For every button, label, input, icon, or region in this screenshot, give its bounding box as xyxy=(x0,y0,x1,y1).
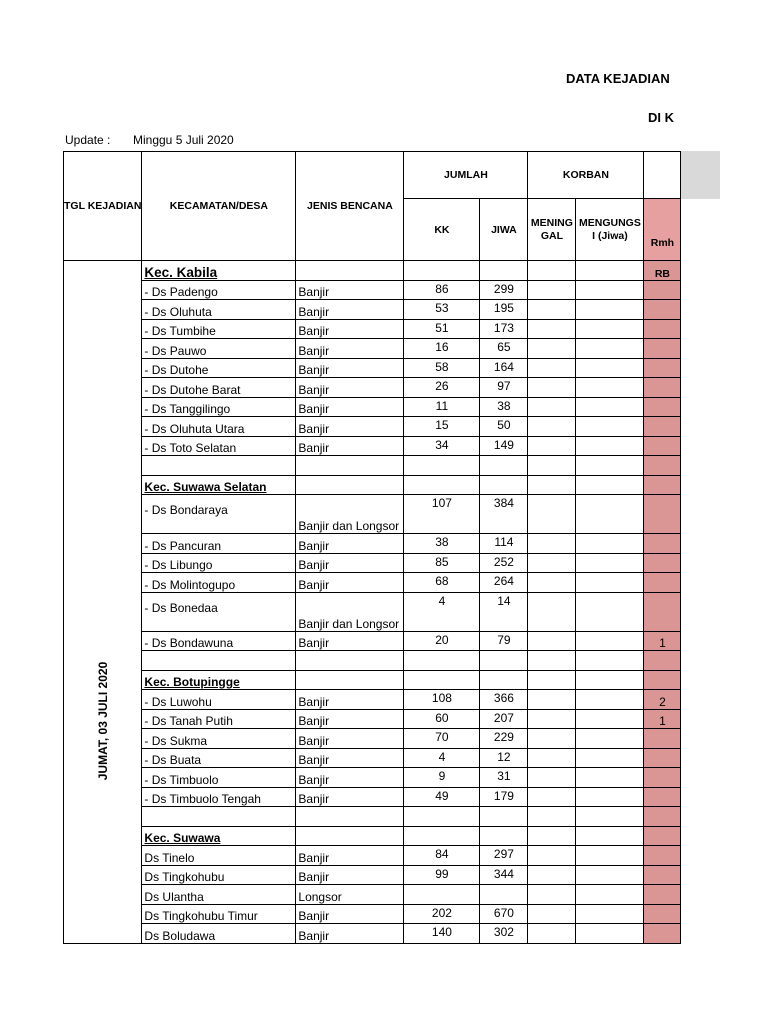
jiwa-value xyxy=(480,885,528,905)
meninggal-value xyxy=(528,729,576,749)
rb-value: 1 xyxy=(644,709,681,729)
kk-value xyxy=(404,670,480,690)
desa-name: - Ds Pauwo xyxy=(142,339,296,359)
mengungsi-value xyxy=(576,358,644,378)
blank-row xyxy=(64,651,720,671)
header-jumlah: JUMLAH xyxy=(404,152,528,199)
jenis-bencana xyxy=(296,261,404,281)
rb-value xyxy=(644,592,681,631)
mengungsi-value xyxy=(576,417,644,437)
mengungsi-value xyxy=(576,826,644,846)
mengungsi-value xyxy=(576,534,644,554)
kk-value: 58 xyxy=(404,358,480,378)
jiwa-value: 97 xyxy=(480,378,528,398)
jiwa-value: 670 xyxy=(480,904,528,924)
meninggal-value xyxy=(528,261,576,281)
meninggal-value xyxy=(528,378,576,398)
rb-value xyxy=(644,787,681,807)
kk-value: 11 xyxy=(404,397,480,417)
header-rb: RB xyxy=(654,267,670,280)
meninggal-value xyxy=(528,787,576,807)
kk-value: 140 xyxy=(404,924,480,944)
jenis-bencana xyxy=(296,456,404,476)
kecamatan-name: Kec. Suwawa Selatan xyxy=(142,475,296,495)
mengungsi-value xyxy=(576,885,644,905)
rb-value xyxy=(644,378,681,398)
mengungsi-value xyxy=(576,436,644,456)
table-row xyxy=(64,339,720,359)
table-row xyxy=(64,904,720,924)
mengungsi-value xyxy=(576,261,644,281)
jiwa-value: 179 xyxy=(480,787,528,807)
meninggal-value xyxy=(528,865,576,885)
desa-name: Ds Tingkohubu xyxy=(142,865,296,885)
table-row xyxy=(64,378,720,398)
jenis-bencana: Banjir xyxy=(296,748,404,768)
jiwa-value: 173 xyxy=(480,319,528,339)
desa-name: - Ds Tanah Putih xyxy=(142,709,296,729)
jenis-bencana: Banjir xyxy=(296,709,404,729)
kk-value: 84 xyxy=(404,846,480,866)
mengungsi-value xyxy=(576,748,644,768)
desa-name: - Ds Toto Selatan xyxy=(142,436,296,456)
meninggal-value xyxy=(528,436,576,456)
desa-name: - Ds Tanggilingo xyxy=(142,397,296,417)
blank-cell xyxy=(142,651,296,671)
blank-cell xyxy=(142,807,296,827)
jiwa-value: 252 xyxy=(480,553,528,573)
kk-value xyxy=(404,651,480,671)
meninggal-value xyxy=(528,397,576,417)
header-korban: KORBAN xyxy=(528,152,644,199)
mengungsi-value xyxy=(576,280,644,300)
kk-value xyxy=(404,475,480,495)
mengungsi-value xyxy=(576,846,644,866)
jenis-bencana xyxy=(296,826,404,846)
rb-value xyxy=(644,456,681,476)
kk-value: 20 xyxy=(404,631,480,651)
jiwa-value: 195 xyxy=(480,300,528,320)
mengungsi-value xyxy=(576,670,644,690)
jiwa-value: 50 xyxy=(480,417,528,437)
jiwa-value: 164 xyxy=(480,358,528,378)
jiwa-value: 65 xyxy=(480,339,528,359)
jiwa-value xyxy=(480,651,528,671)
desa-name: - Ds Padengo xyxy=(142,280,296,300)
meninggal-value xyxy=(528,748,576,768)
header-grey-cell xyxy=(681,152,720,199)
meninggal-value xyxy=(528,495,576,534)
table-row xyxy=(64,319,720,339)
kk-value: 4 xyxy=(404,748,480,768)
meninggal-value xyxy=(528,904,576,924)
header-tgl: TGL KEJADIAN xyxy=(64,152,142,261)
update-label: Update : xyxy=(65,133,111,147)
jiwa-value xyxy=(480,456,528,476)
kk-value: 68 xyxy=(404,573,480,593)
blank-row xyxy=(64,807,720,827)
table-row xyxy=(64,787,720,807)
table-row xyxy=(64,553,720,573)
kk-value: 34 xyxy=(404,436,480,456)
jenis-bencana xyxy=(296,807,404,827)
table-row xyxy=(64,846,720,866)
mengungsi-value xyxy=(576,573,644,593)
header-rmh-rb xyxy=(644,199,681,280)
jenis-bencana: Longsor xyxy=(296,885,404,905)
table-row xyxy=(64,592,720,631)
jenis-bencana xyxy=(296,670,404,690)
header-blank xyxy=(644,152,681,199)
jiwa-value xyxy=(480,261,528,281)
kk-value: 38 xyxy=(404,534,480,554)
jiwa-value: 229 xyxy=(480,729,528,749)
rb-value xyxy=(644,495,681,534)
kecamatan-row xyxy=(64,261,720,281)
mengungsi-value xyxy=(576,768,644,788)
rb-value xyxy=(644,826,681,846)
desa-name: Ds Tingkohubu Timur xyxy=(142,904,296,924)
jenis-bencana: Banjir xyxy=(296,904,404,924)
meninggal-value xyxy=(528,300,576,320)
mengungsi-value xyxy=(576,924,644,944)
meninggal-value xyxy=(528,456,576,476)
rb-value xyxy=(644,436,681,456)
desa-name: - Ds Bondawuna xyxy=(142,631,296,651)
rb-value xyxy=(644,670,681,690)
table-row xyxy=(64,495,720,534)
table-row xyxy=(64,709,720,729)
table-row xyxy=(64,280,720,300)
rb-value: 1 xyxy=(644,631,681,651)
kk-value xyxy=(404,885,480,905)
jiwa-value xyxy=(480,807,528,827)
table-row xyxy=(64,768,720,788)
desa-name: - Ds Oluhuta Utara xyxy=(142,417,296,437)
rb-value xyxy=(644,846,681,866)
header-rmh: Rmh xyxy=(650,236,675,249)
meninggal-value xyxy=(528,807,576,827)
meninggal-value xyxy=(528,417,576,437)
mengungsi-value xyxy=(576,787,644,807)
jenis-bencana: Banjir xyxy=(296,573,404,593)
meninggal-value xyxy=(528,670,576,690)
jiwa-value: 264 xyxy=(480,573,528,593)
jenis-bencana xyxy=(296,475,404,495)
jiwa-value: 12 xyxy=(480,748,528,768)
jiwa-value: 14 xyxy=(480,592,528,631)
header-kk: KK xyxy=(404,199,480,261)
desa-name: - Ds Timbuolo xyxy=(142,768,296,788)
table-row xyxy=(64,729,720,749)
rb-value xyxy=(644,904,681,924)
table-row xyxy=(64,885,720,905)
table-row xyxy=(64,748,720,768)
jenis-bencana: Banjir xyxy=(296,534,404,554)
rb-value xyxy=(644,300,681,320)
kecamatan-row xyxy=(64,670,720,690)
meninggal-value xyxy=(528,690,576,710)
update-value: Minggu 5 Juli 2020 xyxy=(133,133,234,147)
header-jiwa: JIWA xyxy=(480,199,528,261)
mengungsi-value xyxy=(576,690,644,710)
kecamatan-row xyxy=(64,826,720,846)
mengungsi-value xyxy=(576,904,644,924)
meninggal-value xyxy=(528,846,576,866)
meninggal-value xyxy=(528,358,576,378)
meninggal-value xyxy=(528,339,576,359)
jenis-bencana: Banjir xyxy=(296,300,404,320)
kk-value: 53 xyxy=(404,300,480,320)
mengungsi-value xyxy=(576,729,644,749)
jiwa-value: 297 xyxy=(480,846,528,866)
rb-value xyxy=(644,885,681,905)
kk-value: 9 xyxy=(404,768,480,788)
desa-name: - Ds Bondaraya xyxy=(142,495,296,534)
rb-value xyxy=(644,865,681,885)
meninggal-value xyxy=(528,280,576,300)
desa-name: - Ds Pancuran xyxy=(142,534,296,554)
kk-value: 70 xyxy=(404,729,480,749)
jiwa-value: 299 xyxy=(480,280,528,300)
jenis-bencana: Banjir xyxy=(296,768,404,788)
header-empty xyxy=(681,199,720,261)
jenis-bencana: Banjir xyxy=(296,553,404,573)
jiwa-value: 38 xyxy=(480,397,528,417)
mengungsi-value xyxy=(576,865,644,885)
jenis-bencana: Banjir xyxy=(296,846,404,866)
kecamatan-name: Kec. Botupingge xyxy=(142,670,296,690)
mengungsi-value xyxy=(576,397,644,417)
meninggal-value xyxy=(528,475,576,495)
mengungsi-value xyxy=(576,475,644,495)
kk-value: 16 xyxy=(404,339,480,359)
rb-value xyxy=(644,924,681,944)
table-row xyxy=(64,300,720,320)
table-row xyxy=(64,865,720,885)
desa-name: Ds Ulantha xyxy=(142,885,296,905)
jenis-bencana: Banjir xyxy=(296,397,404,417)
header-mengungsi: MENGUNGS I (Jiwa) xyxy=(576,199,644,261)
jenis-bencana: Banjir xyxy=(296,631,404,651)
mengungsi-value xyxy=(576,319,644,339)
meninggal-value xyxy=(528,631,576,651)
meninggal-value xyxy=(528,553,576,573)
header-kecamatan: KECAMATAN/DESA xyxy=(142,152,296,261)
desa-name: Ds Tinelo xyxy=(142,846,296,866)
jiwa-value: 302 xyxy=(480,924,528,944)
mengungsi-value xyxy=(576,592,644,631)
jenis-bencana: Banjir xyxy=(296,924,404,944)
table-row xyxy=(64,417,720,437)
jenis-bencana: Banjir xyxy=(296,319,404,339)
jenis-bencana: Banjir xyxy=(296,417,404,437)
kecamatan-row xyxy=(64,475,720,495)
desa-name: - Ds Libungo xyxy=(142,553,296,573)
meninggal-value xyxy=(528,592,576,631)
rb-value xyxy=(644,573,681,593)
desa-name: - Ds Luwohu xyxy=(142,690,296,710)
mengungsi-value xyxy=(576,651,644,671)
rb-value: 2 xyxy=(644,690,681,710)
header-jenis: JENIS BENCANA xyxy=(296,152,404,261)
mengungsi-value xyxy=(576,378,644,398)
meninggal-value xyxy=(528,924,576,944)
header-meninggal: MENING GAL xyxy=(528,199,576,261)
rb-value xyxy=(644,319,681,339)
table-row xyxy=(64,436,720,456)
mengungsi-value xyxy=(576,709,644,729)
kk-value: 85 xyxy=(404,553,480,573)
rb-value xyxy=(644,553,681,573)
meninggal-value xyxy=(528,826,576,846)
kk-value: 49 xyxy=(404,787,480,807)
kk-value: 4 xyxy=(404,592,480,631)
blank-row xyxy=(64,456,720,476)
mengungsi-value xyxy=(576,553,644,573)
rb-value xyxy=(644,339,681,359)
jenis-bencana: Banjir xyxy=(296,690,404,710)
jenis-bencana: Banjir xyxy=(296,339,404,359)
mengungsi-value xyxy=(576,631,644,651)
table-row xyxy=(64,690,720,710)
desa-name: - Ds Bonedaa xyxy=(142,592,296,631)
meninggal-value xyxy=(528,573,576,593)
desa-name: - Ds Buata xyxy=(142,748,296,768)
mengungsi-value xyxy=(576,339,644,359)
desa-name: Ds Boludawa xyxy=(142,924,296,944)
kk-value: 108 xyxy=(404,690,480,710)
rb-value xyxy=(644,475,681,495)
desa-name: - Ds Dutohe xyxy=(142,358,296,378)
jiwa-value xyxy=(480,826,528,846)
table-row xyxy=(64,573,720,593)
kecamatan-name: Kec. Suwawa xyxy=(142,826,296,846)
table-row xyxy=(64,358,720,378)
desa-name: - Ds Timbuolo Tengah xyxy=(142,787,296,807)
jiwa-value xyxy=(480,670,528,690)
rb-value xyxy=(644,729,681,749)
jiwa-value xyxy=(480,475,528,495)
mengungsi-value xyxy=(576,495,644,534)
kk-value: 107 xyxy=(404,495,480,534)
kk-value xyxy=(404,807,480,827)
rb-value xyxy=(644,534,681,554)
kk-value: 26 xyxy=(404,378,480,398)
desa-name: - Ds Dutohe Barat xyxy=(142,378,296,398)
rb-value xyxy=(644,417,681,437)
meninggal-value xyxy=(528,319,576,339)
jenis-bencana: Banjir xyxy=(296,865,404,885)
mengungsi-value xyxy=(576,300,644,320)
jiwa-value: 79 xyxy=(480,631,528,651)
jenis-bencana: Banjir xyxy=(296,378,404,398)
table-row xyxy=(64,631,720,651)
jenis-bencana xyxy=(296,651,404,671)
jenis-bencana: Banjir xyxy=(296,436,404,456)
meninggal-value xyxy=(528,885,576,905)
rb-value xyxy=(644,280,681,300)
desa-name: - Ds Sukma xyxy=(142,729,296,749)
jenis-bencana: Banjir dan Longsor xyxy=(296,592,404,631)
report-title: DATA KEJADIAN xyxy=(566,71,670,86)
kecamatan-name: Kec. Kabila xyxy=(142,261,296,281)
desa-name: - Ds Tumbihe xyxy=(142,319,296,339)
jenis-bencana: Banjir xyxy=(296,729,404,749)
rb-value xyxy=(644,358,681,378)
table-row xyxy=(64,534,720,554)
kk-value: 15 xyxy=(404,417,480,437)
jenis-bencana: Banjir xyxy=(296,358,404,378)
incident-table xyxy=(63,151,720,944)
jiwa-value: 207 xyxy=(480,709,528,729)
jenis-bencana: Banjir xyxy=(296,787,404,807)
kk-value: 202 xyxy=(404,904,480,924)
meninggal-value xyxy=(528,709,576,729)
tanggal-label: JUMAT, 03 JULI 2020 xyxy=(95,661,110,781)
jiwa-value: 31 xyxy=(480,768,528,788)
kk-value xyxy=(404,261,480,281)
jenis-bencana: Banjir dan Longsor xyxy=(296,495,404,534)
mengungsi-value xyxy=(576,456,644,476)
meninggal-value xyxy=(528,534,576,554)
kk-value: 51 xyxy=(404,319,480,339)
kk-value xyxy=(404,456,480,476)
jiwa-value: 114 xyxy=(480,534,528,554)
table-row xyxy=(64,397,720,417)
meninggal-value xyxy=(528,768,576,788)
rb-value xyxy=(644,397,681,417)
jiwa-value: 366 xyxy=(480,690,528,710)
kk-value: 99 xyxy=(404,865,480,885)
mengungsi-value xyxy=(576,807,644,827)
meninggal-value xyxy=(528,651,576,671)
rb-value xyxy=(644,768,681,788)
blank-cell xyxy=(142,456,296,476)
desa-name: - Ds Oluhuta xyxy=(142,300,296,320)
kk-value: 60 xyxy=(404,709,480,729)
desa-name: - Ds Molintogupo xyxy=(142,573,296,593)
jenis-bencana: Banjir xyxy=(296,280,404,300)
rb-value xyxy=(644,748,681,768)
kk-value: 86 xyxy=(404,280,480,300)
rb-value xyxy=(644,807,681,827)
kk-value xyxy=(404,826,480,846)
rb-value xyxy=(644,651,681,671)
jiwa-value: 384 xyxy=(480,495,528,534)
tanggal-cell xyxy=(64,261,142,944)
table-row xyxy=(64,924,720,944)
report-subtitle: DI K xyxy=(648,110,674,125)
jiwa-value: 149 xyxy=(480,436,528,456)
jiwa-value: 344 xyxy=(480,865,528,885)
